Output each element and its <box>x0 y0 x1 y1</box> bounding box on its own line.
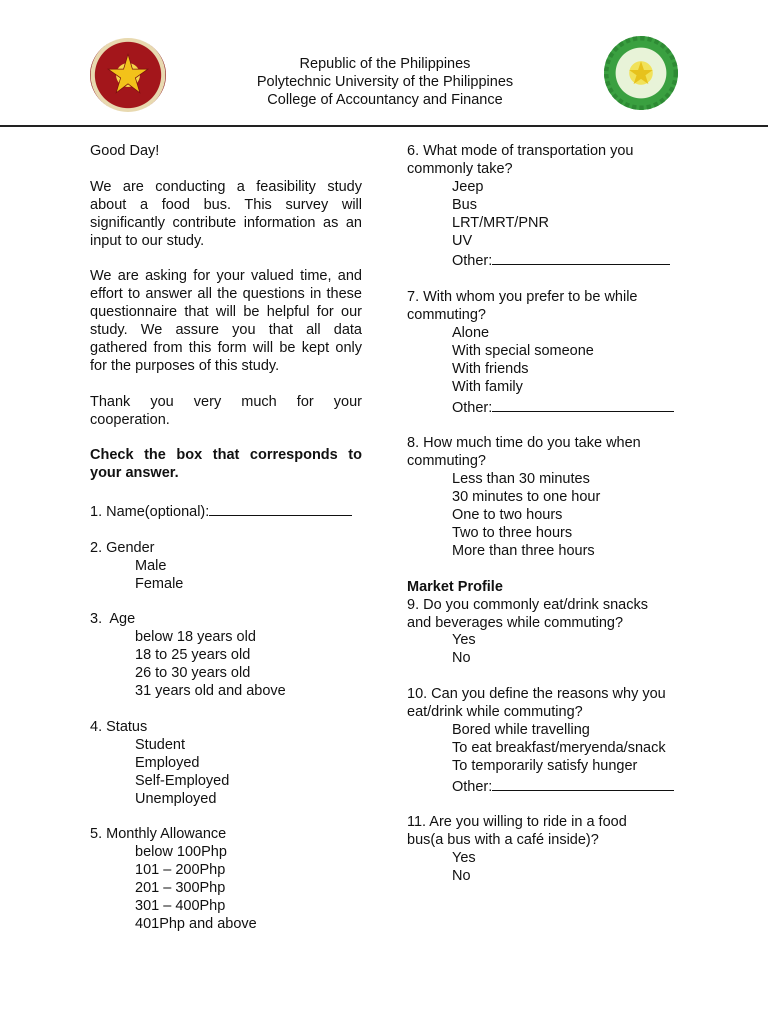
header-line-republic: Republic of the Philippines <box>299 56 471 72</box>
question-commute-time <box>407 435 747 560</box>
option-item[interactable]: below 100Php <box>135 844 227 861</box>
question-label: 11. Are you willing to ride in a food bus(a bus with a café inside)? <box>407 814 627 849</box>
question-label: 4. Status <box>90 718 148 735</box>
question-gender <box>90 540 362 594</box>
question-label: 2. Gender <box>90 539 155 556</box>
header-line-college: College of Accountancy and Finance <box>267 92 503 108</box>
option-item[interactable]: To temporarily satisfy hunger <box>452 757 638 774</box>
option-item[interactable]: One to two hours <box>452 507 563 524</box>
option-item[interactable]: 30 minutes to one hour <box>452 489 601 506</box>
header-divider <box>0 125 768 127</box>
other-label: Other: <box>452 399 493 416</box>
option-other <box>407 397 747 418</box>
intro-paragraph-3: Thank you very much for your cooperation. <box>90 393 362 428</box>
header-line-university: Polytechnic University of the Philippines <box>256 74 514 90</box>
question-label: 10. Can you define the reasons why you eat/drink while commuting? <box>407 686 666 721</box>
question-label: 5. Monthly Allowance <box>90 826 227 843</box>
section-heading-market-profile: Market Profile <box>407 578 503 595</box>
university-seal-logo <box>90 38 166 112</box>
other-label: Other: <box>452 253 493 270</box>
option-item[interactable]: 18 to 25 years old <box>135 647 251 664</box>
option-item[interactable]: Self-Employed <box>135 772 230 789</box>
intro-paragraph-2: We are asking for your valued time, and effort to answer all the questions in these questionnaire that will be helpful for our study. We assure you that all data gathered from this form will be kept only for the purposes of this study. <box>90 268 362 374</box>
question-reasons <box>407 686 747 796</box>
question-label: 3. Age <box>90 611 136 628</box>
greeting: Good Day! <box>90 143 160 159</box>
option-item[interactable]: Jeep <box>452 178 484 195</box>
option-other <box>407 250 747 271</box>
question-food-bus <box>407 814 747 886</box>
option-item[interactable]: Male <box>135 557 167 574</box>
other-answer-line[interactable] <box>492 397 674 412</box>
question-name <box>90 501 362 522</box>
name-answer-line[interactable] <box>209 501 352 516</box>
question-label: 7. With whom you prefer to be while commuting? <box>407 289 638 324</box>
option-item[interactable]: 26 to 30 years old <box>135 665 251 682</box>
instruction-text: Check the box that corresponds to your answer. <box>90 447 362 482</box>
question-label: 8. How much time do you take when commuting? <box>407 435 641 470</box>
intro-paragraph-1: We are conducting a feasibility study about a food bus. This survey will significantly contribute information as an input to our study. <box>90 178 362 249</box>
right-column <box>407 143 747 886</box>
option-item[interactable]: No <box>452 868 471 885</box>
option-item[interactable]: With special someone <box>452 342 594 359</box>
question-snacks <box>407 597 747 669</box>
question-age <box>90 611 362 701</box>
left-column <box>90 143 362 934</box>
option-item[interactable]: Student <box>135 736 185 753</box>
option-item[interactable]: With friends <box>452 360 529 377</box>
option-item[interactable]: UV <box>452 232 473 249</box>
option-item[interactable]: 301 – 400Php <box>135 897 226 914</box>
option-item[interactable]: Yes <box>452 632 476 649</box>
header-text <box>200 55 570 109</box>
question-companion <box>407 289 747 417</box>
option-item[interactable]: Female <box>135 575 184 592</box>
option-item[interactable]: No <box>452 650 471 667</box>
option-item[interactable]: Bored while travelling <box>452 721 590 738</box>
option-item[interactable]: 101 – 200Php <box>135 862 226 879</box>
option-item[interactable]: 401Php and above <box>135 915 257 932</box>
option-item[interactable]: Less than 30 minutes <box>452 471 590 488</box>
other-answer-line[interactable] <box>492 250 670 265</box>
question-label: 9. Do you commonly eat/drink snacks and beverages while commuting? <box>407 596 648 631</box>
option-item[interactable]: 31 years old and above <box>135 683 286 700</box>
option-item[interactable]: To eat breakfast/meryenda/snack <box>452 739 666 756</box>
option-item[interactable]: below 18 years old <box>135 629 256 646</box>
question-label: 6. What mode of transportation you commonly take? <box>407 143 634 177</box>
option-other <box>407 776 747 797</box>
option-item[interactable]: Unemployed <box>135 790 217 807</box>
option-item[interactable]: 201 – 300Php <box>135 880 226 897</box>
option-item[interactable]: Yes <box>452 850 476 867</box>
question-monthly-allowance <box>90 826 362 933</box>
option-item[interactable]: Alone <box>452 325 490 342</box>
college-seal-logo <box>604 36 678 110</box>
option-item[interactable]: More than three hours <box>452 542 595 559</box>
option-item[interactable]: Two to three hours <box>452 525 573 541</box>
question-transportation <box>407 143 747 271</box>
option-item[interactable]: LRT/MRT/PNR <box>452 214 549 231</box>
other-answer-line[interactable] <box>492 776 674 791</box>
option-item[interactable]: Bus <box>452 196 477 213</box>
option-item[interactable]: With family <box>452 378 523 395</box>
other-label: Other: <box>452 778 493 795</box>
option-item[interactable]: Employed <box>135 754 200 771</box>
question-status <box>90 719 362 809</box>
document-header <box>0 0 768 126</box>
question-label: 1. Name(optional): <box>90 504 210 521</box>
